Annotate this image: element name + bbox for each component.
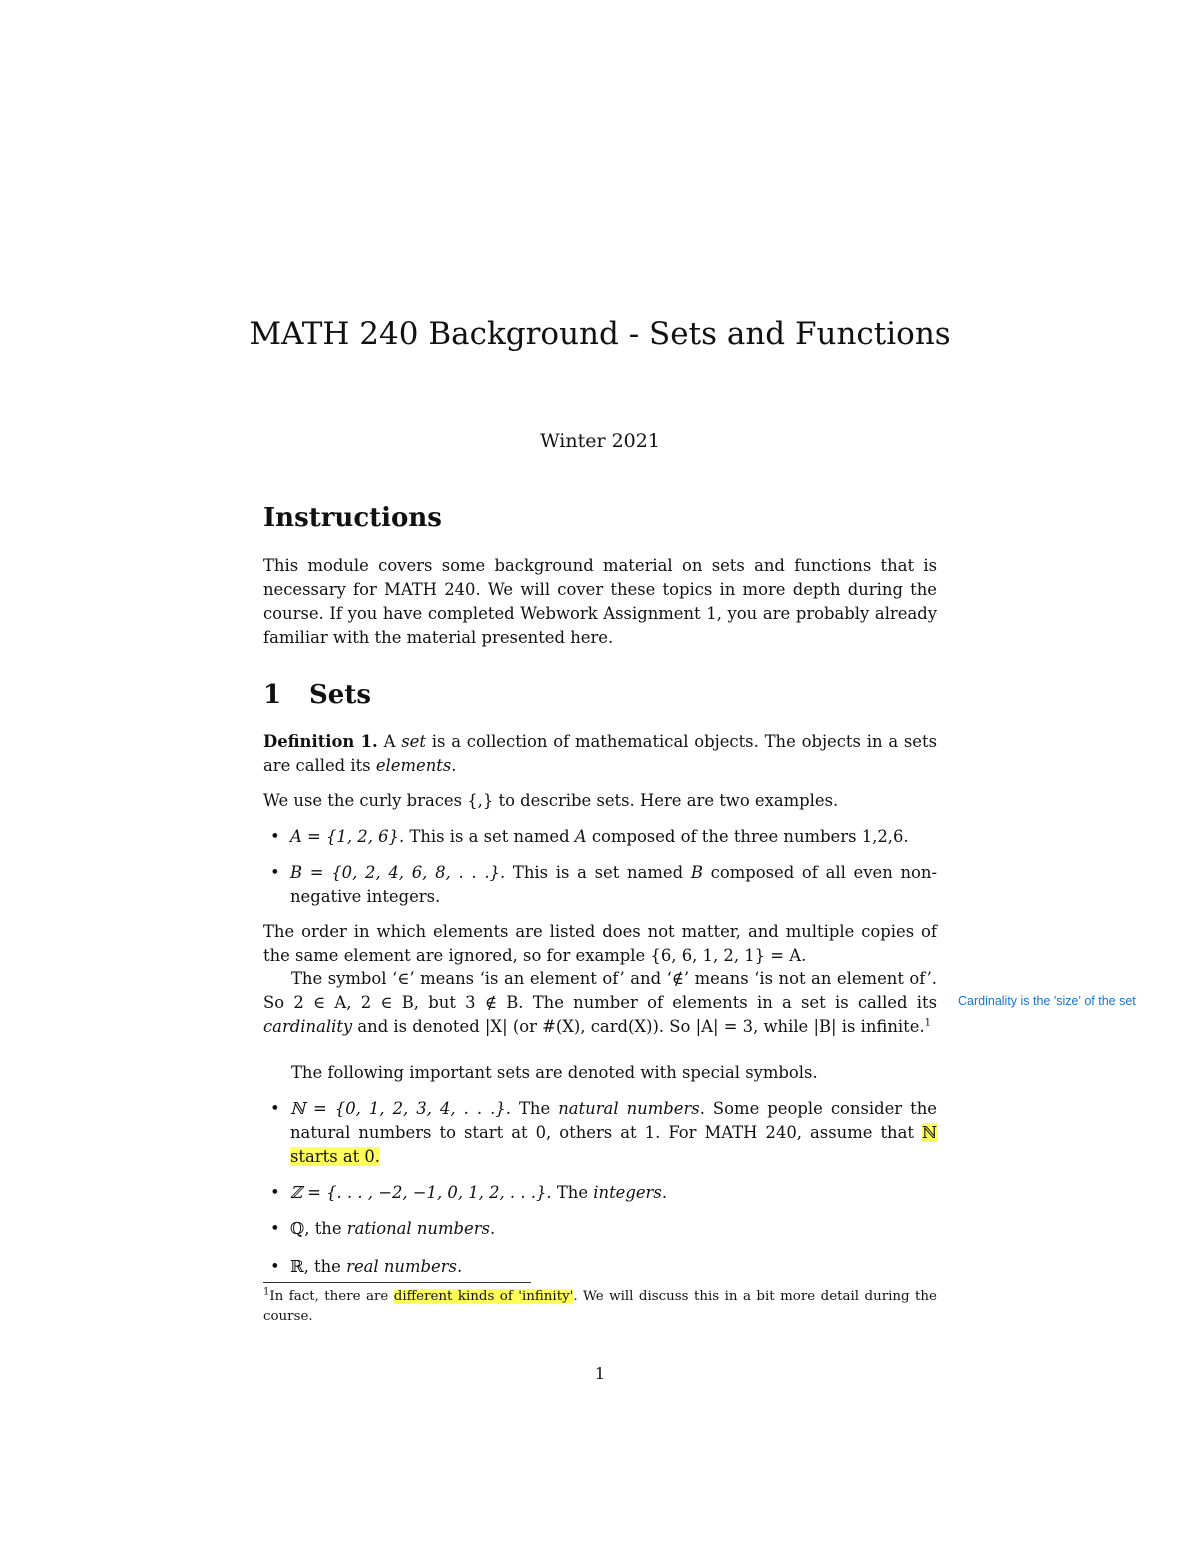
bullet-dot: • [270, 1099, 280, 1118]
naturals-term: natural numbers [558, 1099, 700, 1118]
list-item-rationals [270, 1217, 937, 1241]
naturals-highlight[interactable]: ℕ starts at 0. [290, 1123, 937, 1166]
definition-term-set: set [401, 732, 426, 751]
footnote-text-2: . We will discuss this in a bit more detail during the course. [263, 1289, 937, 1324]
naturals-math: ℕ = {0, 1, 2, 3, 4, . . .}. [290, 1099, 511, 1118]
bullet-dot: • [270, 863, 280, 882]
page-number: 1 [594, 1364, 606, 1383]
reals-symbol: ℝ, the [290, 1257, 341, 1276]
definition-text-b: is a collection of mathematical objects. The objects in a sets are called its [263, 732, 938, 775]
naturals-text-2: . Some people consider the natural numbers to start at 0, others at 1. For MATH 240, assume that [290, 1099, 938, 1142]
membership-text-1: The symbol ‘∈’ means ‘is an element of’ and ‘∉’ means ‘is not an element of’. So 2 ∈ A, 2 ∈ B, but 3 ∉ B. The number of elements in a set is called its [263, 969, 937, 1012]
document-title: MATH 240 Background - Sets and Functions [249, 316, 951, 352]
list-item-naturals [270, 1097, 938, 1169]
rationals-period: . [489, 1219, 496, 1238]
section-number: 1 [263, 680, 282, 710]
curly-braces-intro: We use the curly braces {,} to describe sets. Here are two examples. [263, 791, 839, 810]
integers-text: The [556, 1183, 589, 1202]
reals-term: real numbers [346, 1257, 457, 1276]
footnote-ref[interactable]: 1 [924, 1017, 932, 1029]
instructions-heading: Instructions [263, 503, 442, 533]
integers-period: . [661, 1183, 668, 1202]
definition-term-elements: elements [375, 756, 452, 775]
list-item-set-b [270, 861, 938, 909]
margin-annotation[interactable]: Cardinality is the 'size' of the set [958, 994, 1136, 1008]
section-title: Sets [309, 680, 371, 710]
footnote-mark: 1 [263, 1286, 270, 1298]
reals-period: . [456, 1257, 463, 1276]
set-a-text-1: This is a set named [409, 827, 570, 846]
list-item-set-a [270, 825, 937, 849]
integers-math: ℤ = {. . . , −2, −1, 0, 1, 2, . . .}. [290, 1183, 552, 1202]
integers-term: integers [593, 1183, 662, 1202]
document-subtitle: Winter 2021 [540, 430, 660, 452]
footnote-divider [263, 1282, 531, 1283]
membership-paragraph [263, 967, 937, 1039]
set-b-var: B [690, 863, 703, 882]
bullet-dot: • [270, 1257, 280, 1276]
set-a-text-2: composed of the three numbers 1,2,6. [591, 827, 909, 846]
naturals-text-1: The [518, 1099, 551, 1118]
footnote-highlight[interactable]: different kinds of 'infinity' [393, 1289, 574, 1304]
list-item-reals [270, 1255, 937, 1279]
bullet-dot: • [270, 827, 280, 846]
set-b-text-2: composed of all even non-negative integers. [290, 863, 938, 906]
set-b-text-1: This is a set named [512, 863, 684, 882]
definition-paragraph [263, 730, 937, 778]
definition-period: . [451, 756, 457, 775]
rationals-term: rational numbers [346, 1219, 490, 1238]
footnote [263, 1287, 937, 1327]
special-sets-intro: The following important sets are denoted with special symbols. [291, 1063, 818, 1082]
footnote-text-1: In fact, there are [269, 1289, 389, 1304]
section-heading-sets [263, 680, 371, 710]
definition-label: Definition 1. [263, 732, 378, 751]
rationals-symbol: ℚ, the [290, 1219, 342, 1238]
order-paragraph: The order in which elements are listed does not matter, and multiple copies of the same element are ignored, so for example {6, 6, 1, 2, 1} = A. [263, 922, 937, 965]
bullet-dot: • [270, 1219, 280, 1238]
cardinality-term: cardinality [263, 1017, 353, 1036]
bullet-dot: • [270, 1183, 280, 1202]
set-a-math: A = {1, 2, 6}. [290, 827, 405, 846]
definition-text-a: A [383, 732, 396, 751]
list-item-integers [270, 1181, 937, 1205]
set-b-math: B = {0, 2, 4, 6, 8, . . .}. [290, 863, 506, 882]
set-a-var: A [574, 827, 587, 846]
instructions-paragraph: This module covers some background material on sets and functions that is necessary for MATH 240. We will cover these topics in more depth during the course. If you have completed Webwork Assignment 1, you are probably already familiar with the material presented here. [263, 556, 937, 647]
membership-text-2: and is denoted |X| (or #(X), card(X)). So |A| = 3, while |B| is infinite. [357, 1017, 925, 1036]
